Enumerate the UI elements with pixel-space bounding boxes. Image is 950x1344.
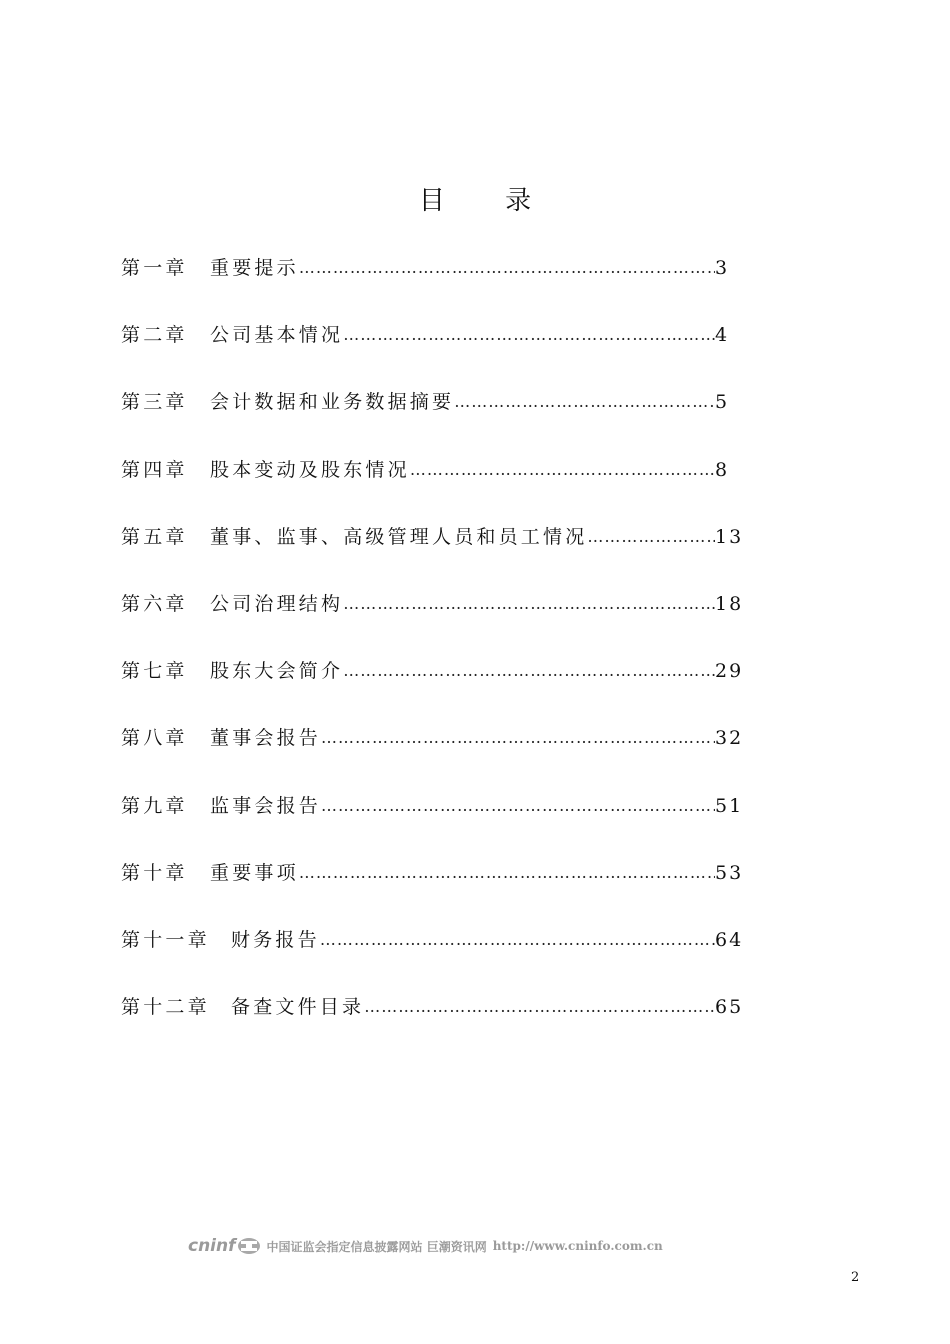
toc-page-number: 3 — [715, 257, 730, 279]
toc-page-number: 53 — [715, 861, 744, 884]
toc-chapter-label: 第五章 — [121, 525, 188, 548]
toc-dot-leader — [343, 651, 715, 691]
toc-chapter-label: 第十章 — [121, 861, 188, 884]
toc-page-number: 13 — [715, 525, 744, 548]
toc-dot-leader — [587, 517, 715, 557]
toc-dot-leader — [454, 382, 715, 422]
toc-page-number: 5 — [715, 391, 730, 414]
toc-entry-title: 监事会报告 — [210, 794, 322, 817]
footer-watermark — [188, 1236, 663, 1256]
toc-entry-title: 董事、监事、高级管理人员和员工情况 — [210, 525, 588, 548]
toc-page-number: 65 — [715, 996, 744, 1019]
toc-entry-title: 董事会报告 — [210, 727, 322, 750]
toc-page-number: 18 — [715, 592, 744, 615]
toc-entry-title: 重要提示 — [210, 257, 299, 279]
toc-entry[interactable] — [121, 853, 744, 920]
toc-entry-title: 股东大会简介 — [210, 660, 344, 683]
toc-entry-title: 重要事项 — [210, 861, 299, 884]
toc-chapter-label: 第九章 — [121, 794, 188, 817]
toc-entry[interactable] — [121, 584, 744, 651]
toc-entry-title: 公司治理结构 — [210, 592, 344, 615]
toc-chapter-label: 第三章 — [121, 391, 188, 414]
toc-dot-leader — [320, 920, 715, 960]
toc-entry[interactable] — [121, 651, 744, 718]
toc-entry[interactable] — [121, 987, 744, 1054]
footer-site-text: 中国证监会指定信息披露网站 巨潮资讯网 — [266, 1239, 487, 1254]
toc-chapter-label: 第二章 — [121, 324, 188, 347]
page-number: 2 — [851, 1270, 860, 1285]
toc-dot-leader — [321, 718, 715, 758]
toc-entry-title: 公司基本情况 — [210, 324, 344, 347]
toc-entry[interactable] — [121, 450, 741, 517]
toc-entry-title: 股本变动及股东情况 — [210, 458, 410, 481]
toc-chapter-label: 第六章 — [121, 592, 188, 615]
toc-dot-leader — [343, 584, 715, 624]
toc-dot-leader — [299, 248, 715, 288]
table-of-contents — [121, 248, 744, 1054]
toc-chapter-label: 第一章 — [121, 257, 188, 279]
toc-entry-title: 会计数据和业务数据摘要 — [210, 391, 455, 414]
toc-entry[interactable] — [121, 718, 744, 785]
toc-dot-leader — [343, 315, 715, 355]
toc-chapter-label: 第七章 — [121, 660, 188, 683]
toc-page-number: 4 — [715, 324, 730, 347]
footer-url[interactable]: http://www.cninfo.com.cn — [492, 1239, 663, 1253]
toc-dot-leader — [364, 987, 715, 1027]
toc-dot-leader — [321, 786, 715, 826]
toc-page-number: 51 — [715, 794, 744, 817]
toc-page-number: 29 — [715, 660, 744, 683]
toc-page-number: 8 — [715, 458, 730, 481]
toc-entry[interactable] — [121, 315, 741, 382]
toc-dot-leader — [299, 853, 715, 893]
cninfo-logo-text: cninf — [188, 1236, 236, 1256]
toc-page-number: 64 — [715, 928, 744, 951]
cninfo-logo — [188, 1236, 261, 1256]
toc-entry-title: 备查文件目录 — [231, 996, 365, 1019]
toc-entry[interactable] — [121, 920, 744, 987]
toc-entry[interactable] — [121, 382, 741, 449]
toc-entry-title: 财务报告 — [231, 928, 320, 951]
toc-entry[interactable] — [121, 786, 744, 853]
toc-dot-leader — [410, 450, 715, 490]
cninfo-logo-icon — [237, 1237, 261, 1255]
toc-entry[interactable] — [121, 517, 744, 584]
page-title: 目 录 — [418, 186, 558, 216]
toc-chapter-label: 第十二章 — [121, 996, 210, 1019]
toc-chapter-label: 第十一章 — [121, 928, 210, 951]
toc-entry[interactable] — [121, 248, 741, 315]
toc-chapter-label: 第八章 — [121, 727, 188, 750]
toc-page-number: 32 — [715, 727, 744, 750]
toc-chapter-label: 第四章 — [121, 458, 188, 481]
